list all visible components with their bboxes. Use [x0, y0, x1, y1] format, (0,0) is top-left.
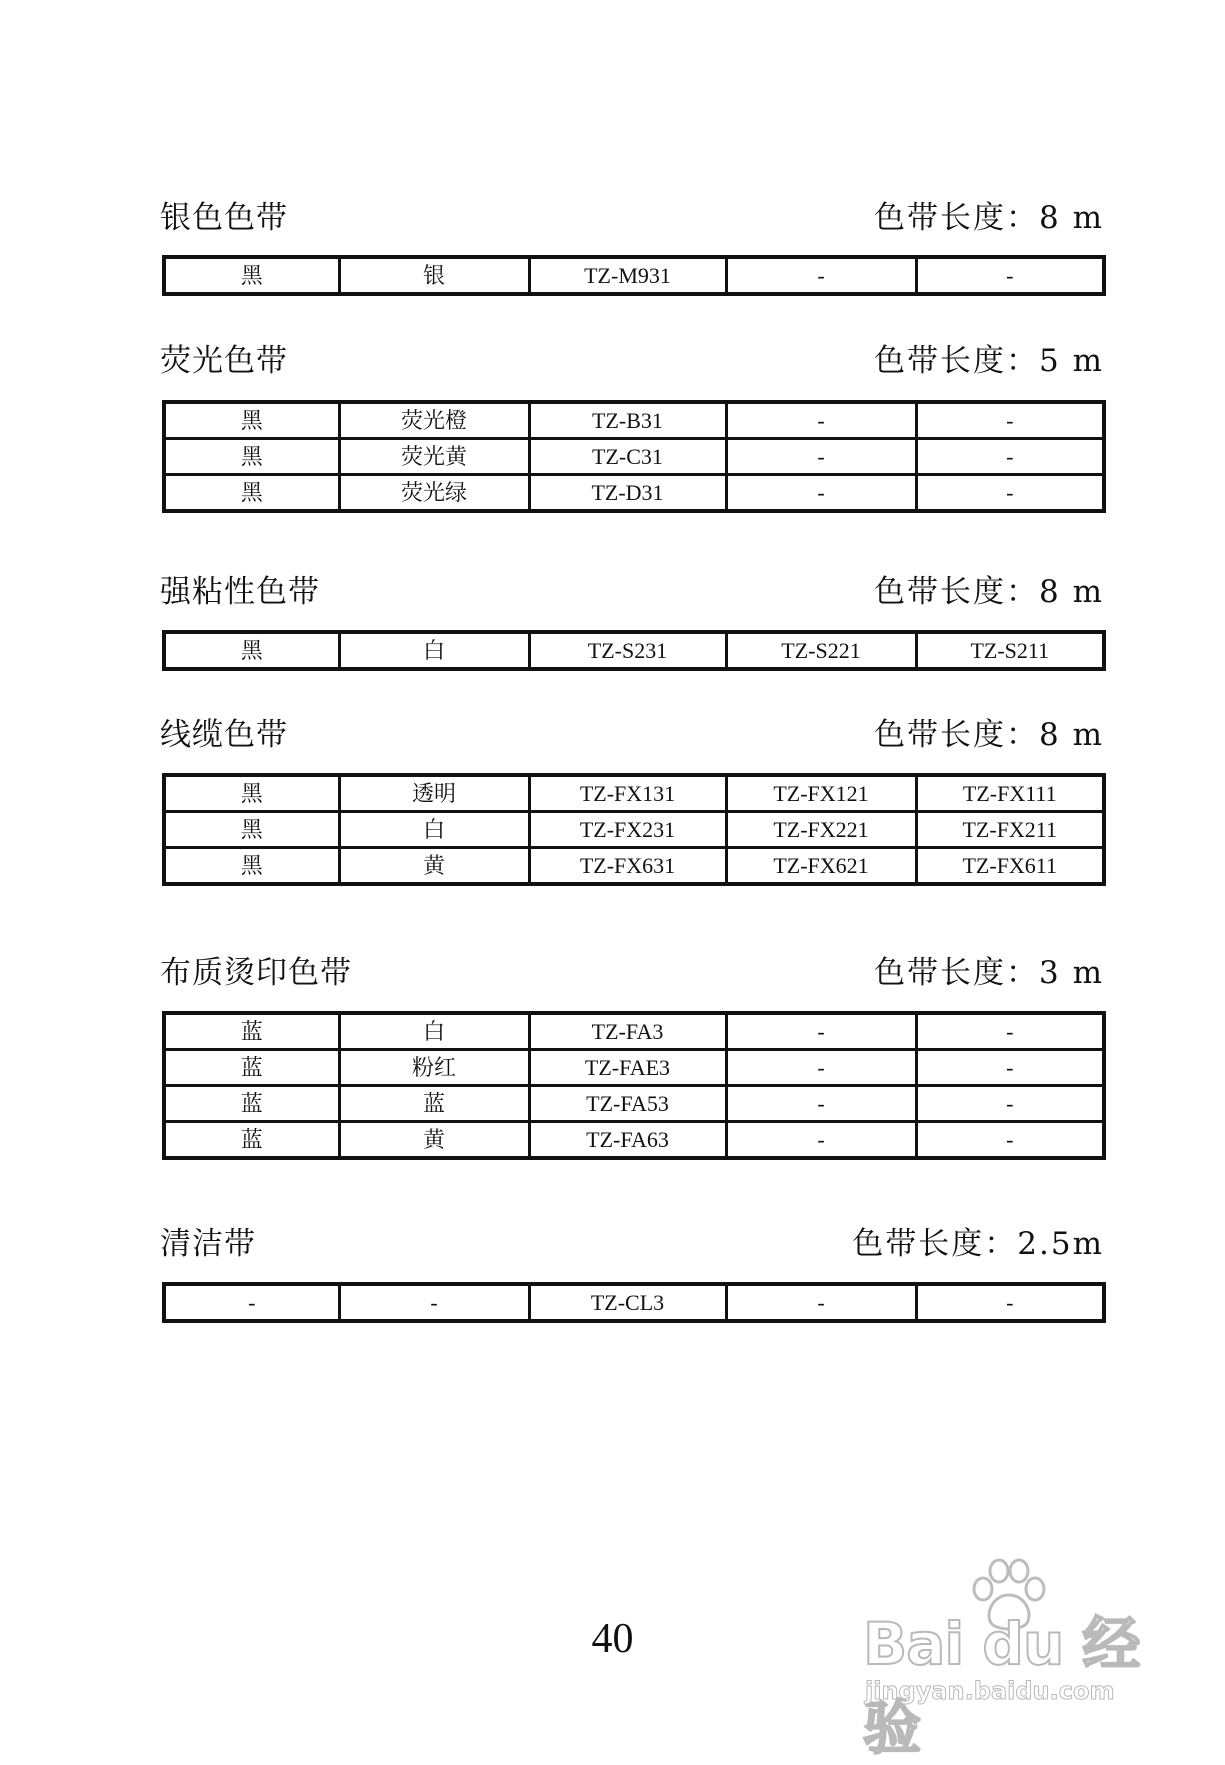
table-cell: - — [916, 402, 1104, 439]
table-cell: TZ-FX231 — [529, 812, 726, 848]
section-header — [162, 1219, 1102, 1263]
table-cell: 荧光绿 — [339, 475, 529, 512]
table-cell: 黑 — [164, 257, 339, 294]
table-row — [164, 257, 1104, 294]
page-number: 40 — [591, 1616, 634, 1662]
table-cell: 黄 — [339, 848, 529, 885]
section-title: 银色色带 — [160, 200, 288, 236]
section-title: 强粘性色带 — [160, 574, 320, 610]
table-cell: TZ-FA53 — [529, 1086, 726, 1122]
table-cell: 白 — [339, 632, 529, 669]
section-header — [162, 567, 1102, 611]
table-cell: 黑 — [164, 775, 339, 812]
table-cell: - — [916, 1050, 1104, 1086]
table-cell: TZ-B31 — [529, 402, 726, 439]
table-cell: 黑 — [164, 402, 339, 439]
table-row — [164, 1013, 1104, 1050]
table-row — [164, 439, 1104, 475]
table-cell: TZ-FX221 — [726, 812, 916, 848]
table-cell: 银 — [339, 257, 529, 294]
table-cell: 蓝 — [164, 1013, 339, 1050]
table-cell: 蓝 — [164, 1122, 339, 1159]
table-cell: 粉红 — [339, 1050, 529, 1086]
table-cell: TZ-FX131 — [529, 775, 726, 812]
section-length: 色带长度：8 m — [874, 574, 1104, 610]
table-cell: - — [726, 1050, 916, 1086]
table-cell: - — [164, 1284, 339, 1321]
table-cell: - — [726, 257, 916, 294]
table-cell: TZ-FX121 — [726, 775, 916, 812]
table-cell: - — [726, 1013, 916, 1050]
table-cell: - — [916, 439, 1104, 475]
table-cell: 黑 — [164, 812, 339, 848]
table-cell: 黑 — [164, 439, 339, 475]
section-title: 清洁带 — [160, 1226, 256, 1262]
table-cell: 荧光黄 — [339, 439, 529, 475]
table-row — [164, 632, 1104, 669]
table-cell: - — [726, 1122, 916, 1159]
section-header — [162, 336, 1102, 380]
section-fluorescent — [160, 336, 1104, 505]
table-cell: TZ-D31 — [529, 475, 726, 512]
tape-table — [162, 630, 1106, 671]
table-cell: 黑 — [164, 848, 339, 885]
table-cell: TZ-FX211 — [916, 812, 1104, 848]
tape-table — [162, 1282, 1106, 1323]
section-header — [162, 948, 1102, 992]
table-row — [164, 1284, 1104, 1321]
section-length: 色带长度：2.5m — [852, 1226, 1104, 1262]
table-row — [164, 848, 1104, 885]
table-cell: - — [339, 1284, 529, 1321]
table-row — [164, 812, 1104, 848]
tape-table — [162, 773, 1106, 886]
table-row — [164, 1050, 1104, 1086]
section-length: 色带长度：5 m — [874, 343, 1104, 379]
table-cell: - — [916, 475, 1104, 512]
table-cell: 蓝 — [164, 1086, 339, 1122]
table-cell: 蓝 — [164, 1050, 339, 1086]
table-cell: 黑 — [164, 632, 339, 669]
table-cell: - — [726, 402, 916, 439]
watermark-brand: Bai du 经验 — [863, 1610, 1140, 1762]
table-cell: 白 — [339, 1013, 529, 1050]
table-row — [164, 1122, 1104, 1159]
section-fabric-iron-on — [160, 948, 1104, 1152]
section-header — [162, 710, 1102, 754]
watermark-url: jingyan.baidu.com — [865, 1677, 1115, 1705]
section-title: 荧光色带 — [160, 343, 288, 379]
section-strong-adhesive — [160, 567, 1104, 663]
table-cell: 黄 — [339, 1122, 529, 1159]
tape-table — [162, 255, 1106, 296]
table-cell: TZ-CL3 — [529, 1284, 726, 1321]
table-cell: 黑 — [164, 475, 339, 512]
section-length: 色带长度：3 m — [874, 955, 1104, 991]
table-cell: TZ-S231 — [529, 632, 726, 669]
table-cell: - — [916, 257, 1104, 294]
section-silver — [160, 193, 1104, 288]
section-length: 色带长度：8 m — [874, 200, 1104, 236]
table-cell: TZ-M931 — [529, 257, 726, 294]
section-cable — [160, 710, 1104, 878]
tape-table — [162, 1011, 1106, 1160]
table-cell: - — [726, 439, 916, 475]
table-cell: TZ-FAE3 — [529, 1050, 726, 1086]
table-cell: 荧光橙 — [339, 402, 529, 439]
table-cell: 蓝 — [339, 1086, 529, 1122]
table-cell: - — [726, 1086, 916, 1122]
table-cell: - — [726, 1284, 916, 1321]
table-cell: - — [726, 475, 916, 512]
table-cell: - — [916, 1086, 1104, 1122]
table-cell: TZ-FA3 — [529, 1013, 726, 1050]
table-cell: TZ-S211 — [916, 632, 1104, 669]
table-cell: TZ-FX621 — [726, 848, 916, 885]
table-row — [164, 475, 1104, 512]
table-row — [164, 402, 1104, 439]
table-cell: 白 — [339, 812, 529, 848]
section-title: 线缆色带 — [160, 717, 288, 753]
tape-table — [162, 400, 1106, 513]
table-cell: TZ-FX611 — [916, 848, 1104, 885]
section-title: 布质烫印色带 — [160, 955, 352, 991]
watermark-logo — [855, 1555, 1155, 1762]
table-cell: TZ-FX631 — [529, 848, 726, 885]
table-cell: TZ-C31 — [529, 439, 726, 475]
table-cell: - — [916, 1284, 1104, 1321]
section-length: 色带长度：8 m — [874, 717, 1104, 753]
table-cell: TZ-FX111 — [916, 775, 1104, 812]
table-cell: - — [916, 1013, 1104, 1050]
section-cleaning — [160, 1219, 1104, 1315]
table-cell: TZ-S221 — [726, 632, 916, 669]
table-row — [164, 1086, 1104, 1122]
table-cell: - — [916, 1122, 1104, 1159]
section-header — [162, 193, 1102, 237]
table-cell: TZ-FA63 — [529, 1122, 726, 1159]
table-row — [164, 775, 1104, 812]
table-cell: 透明 — [339, 775, 529, 812]
